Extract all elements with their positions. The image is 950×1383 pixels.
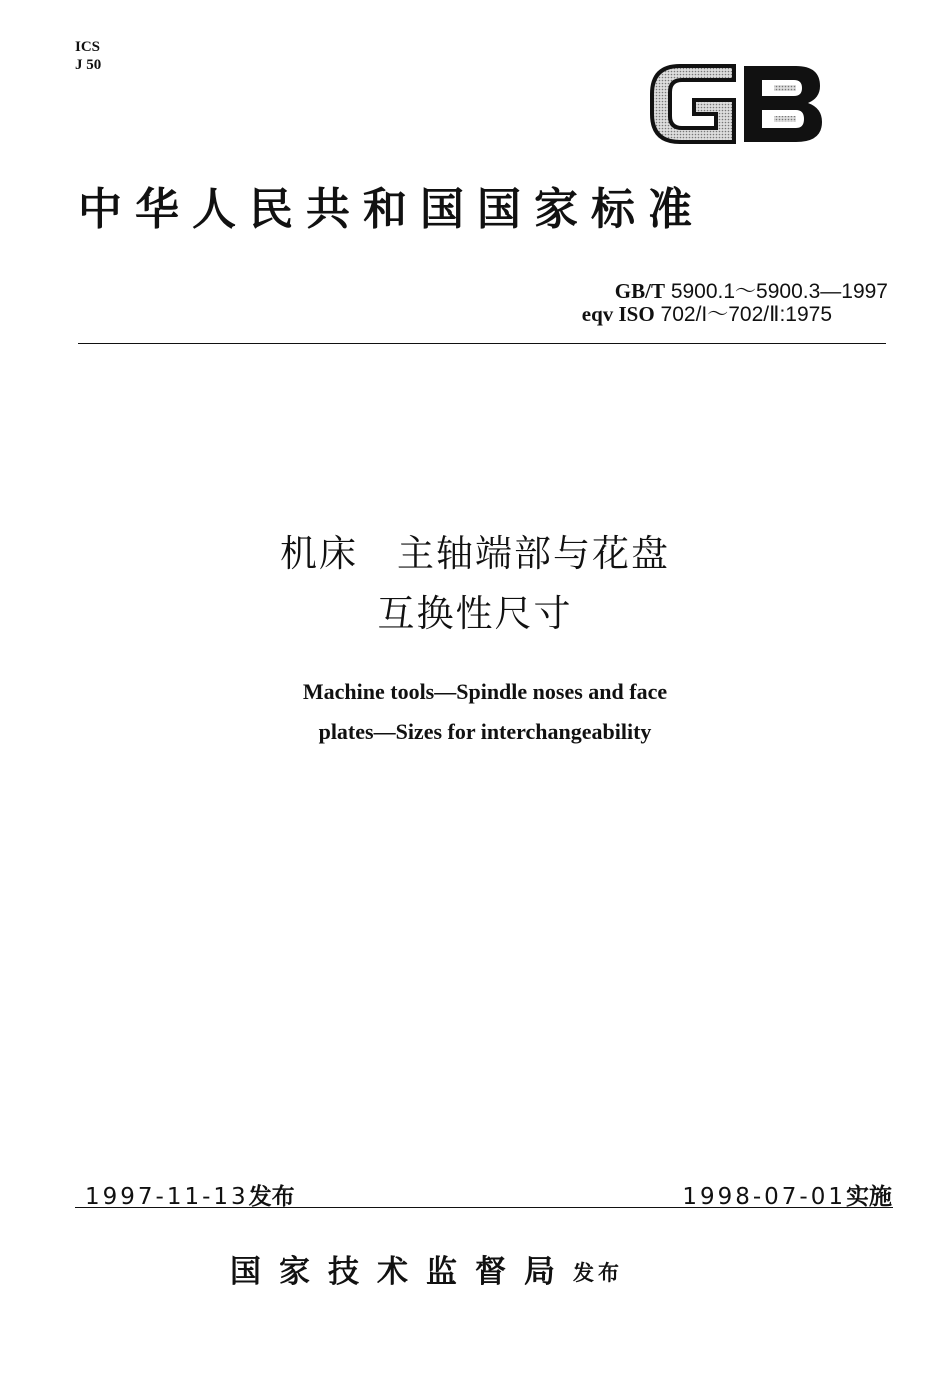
classification-code: J 50 <box>75 57 102 73</box>
publisher-block <box>230 1250 623 1295</box>
eqv-code <box>582 301 832 328</box>
title-cn-line1: 机床 主轴端部与花盘 <box>280 532 670 575</box>
eqv-code-prefix: eqv ISO <box>581 302 655 326</box>
title-en-line2: plates—Sizes for interchangeability <box>318 719 652 744</box>
gb-code-number: 5900.1～5900.3—1997 <box>670 280 888 303</box>
implement-date-suffix: 实施 <box>846 1184 892 1210</box>
issue-date-suffix: 发布 <box>248 1184 295 1210</box>
title-cn-line2: 互换性尺寸 <box>377 592 573 635</box>
title-en-line1: Machine tools—Spindle noses and face <box>302 679 668 704</box>
header-divider <box>78 343 886 344</box>
ics-label: ICS <box>75 39 101 55</box>
publisher-name: 国家技术监督局 <box>230 1254 573 1290</box>
standard-name: 中华人民共和国国家标准 <box>78 184 705 235</box>
implement-date: 1998-07-01 <box>682 1184 846 1210</box>
ics-block <box>75 38 101 74</box>
gb-logo <box>646 58 826 148</box>
footer-divider <box>75 1207 893 1208</box>
publisher-suffix: 发布 <box>573 1260 623 1285</box>
eqv-code-number: 702/I～702/Ⅱ:1975 <box>660 303 832 326</box>
gb-code-prefix: GB/T <box>614 279 665 303</box>
issue-date: 1997-11-13 <box>85 1184 249 1210</box>
